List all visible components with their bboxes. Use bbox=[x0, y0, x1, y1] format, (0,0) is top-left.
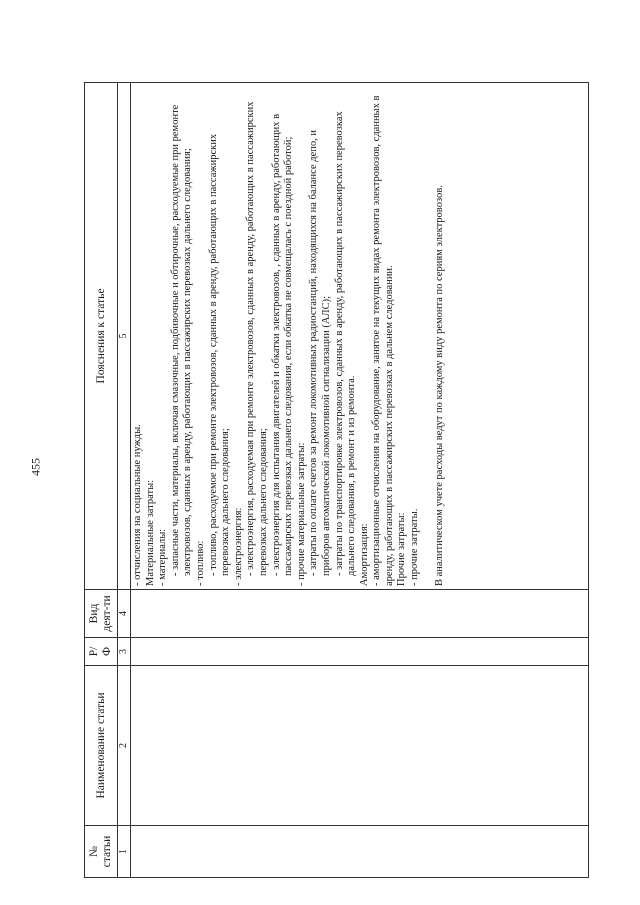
explanation-line: - электроэнергия, расходуемая при ремонте электровозов, сданных в аренду, работающих в пассажирских перевозках дальнего следования; bbox=[245, 101, 269, 576]
explanation-line: - запасные части, материалы, включая смазочные, подбивочные и обтирочные, расходуемые при ремонте электровозов, сданных в аренду, работающих в пассажирских перевозках дальнего следования; bbox=[169, 104, 194, 576]
header-row bbox=[85, 83, 118, 878]
explanation-line: - электроэнергия для испытания двигателей и обкатки электровозов, , сданных в аренду, работающих в пассажирских перевозках дальнего следования, если обкатка не совмещалась с поездной работой; bbox=[270, 113, 295, 576]
rotated-table-container bbox=[84, 83, 589, 878]
cell-activity bbox=[131, 590, 589, 638]
page-number: 455 bbox=[28, 458, 43, 476]
explanation-line: - прочие затраты. bbox=[409, 508, 421, 586]
column-number-row bbox=[118, 83, 131, 878]
header-activity-type: Вид деят-ти bbox=[85, 590, 118, 638]
explanation-line: - топливо, расходуемое при ремонте электровозов, сданных в аренду, работающих в пассажирских перевозках дальнего следования; bbox=[207, 133, 232, 576]
explanation-line: Амортизация: bbox=[358, 523, 370, 586]
cell-article-name bbox=[131, 666, 589, 826]
column-number: 3 bbox=[118, 638, 131, 666]
column-number: 4 bbox=[118, 590, 131, 638]
column-number: 5 bbox=[118, 83, 131, 590]
explanation-line: - затраты по оплате счетов за ремонт локомотивных радиостанций, находящихся на балансе депо, и приборов автоматической локомотивной сигнализации (АЛС); bbox=[308, 130, 332, 576]
table-row bbox=[131, 83, 589, 878]
header-explanation: Пояснения к статье bbox=[85, 83, 118, 590]
header-rf: Р/ Ф bbox=[85, 638, 118, 666]
explanation-line: - затраты по транспортировке электровозов, сданных в аренду, работающих в пассажирских перевозках дальнего следования, в ремонт и из ремонта. bbox=[333, 111, 358, 576]
explanation-line: Материальные затраты: bbox=[144, 479, 156, 586]
explanation-line: - прочие материальные затраты: bbox=[295, 442, 307, 586]
explanation-line: В аналитическом учете расходы ведут по каждому виду ремонта по сериям электровозов. bbox=[433, 185, 445, 586]
cell-explanation bbox=[131, 83, 589, 590]
header-article-name: Наименование статьи bbox=[85, 666, 118, 826]
explanation-line: - топливо: bbox=[194, 540, 206, 586]
header-article-number: № статьи bbox=[85, 826, 118, 878]
explanation-line: - материалы: bbox=[157, 528, 169, 586]
expense-article-table bbox=[84, 82, 589, 878]
cell-article-number bbox=[131, 826, 589, 878]
explanation-line: - амортизационные отчисления на оборудование, занятое на текущих видах ремонта электровозов, сданных в аренду, работающих в пассажирских перевозках в дальнем следовании. bbox=[371, 95, 395, 586]
explanation-line: - отчисления на социальные нужды. bbox=[132, 424, 143, 586]
column-number: 2 bbox=[118, 666, 131, 826]
explanation-line: - электроэнергия: bbox=[232, 507, 244, 586]
explanation-line: Прочие затраты: bbox=[396, 512, 408, 586]
cell-rf bbox=[131, 638, 589, 666]
column-number: 1 bbox=[118, 826, 131, 878]
